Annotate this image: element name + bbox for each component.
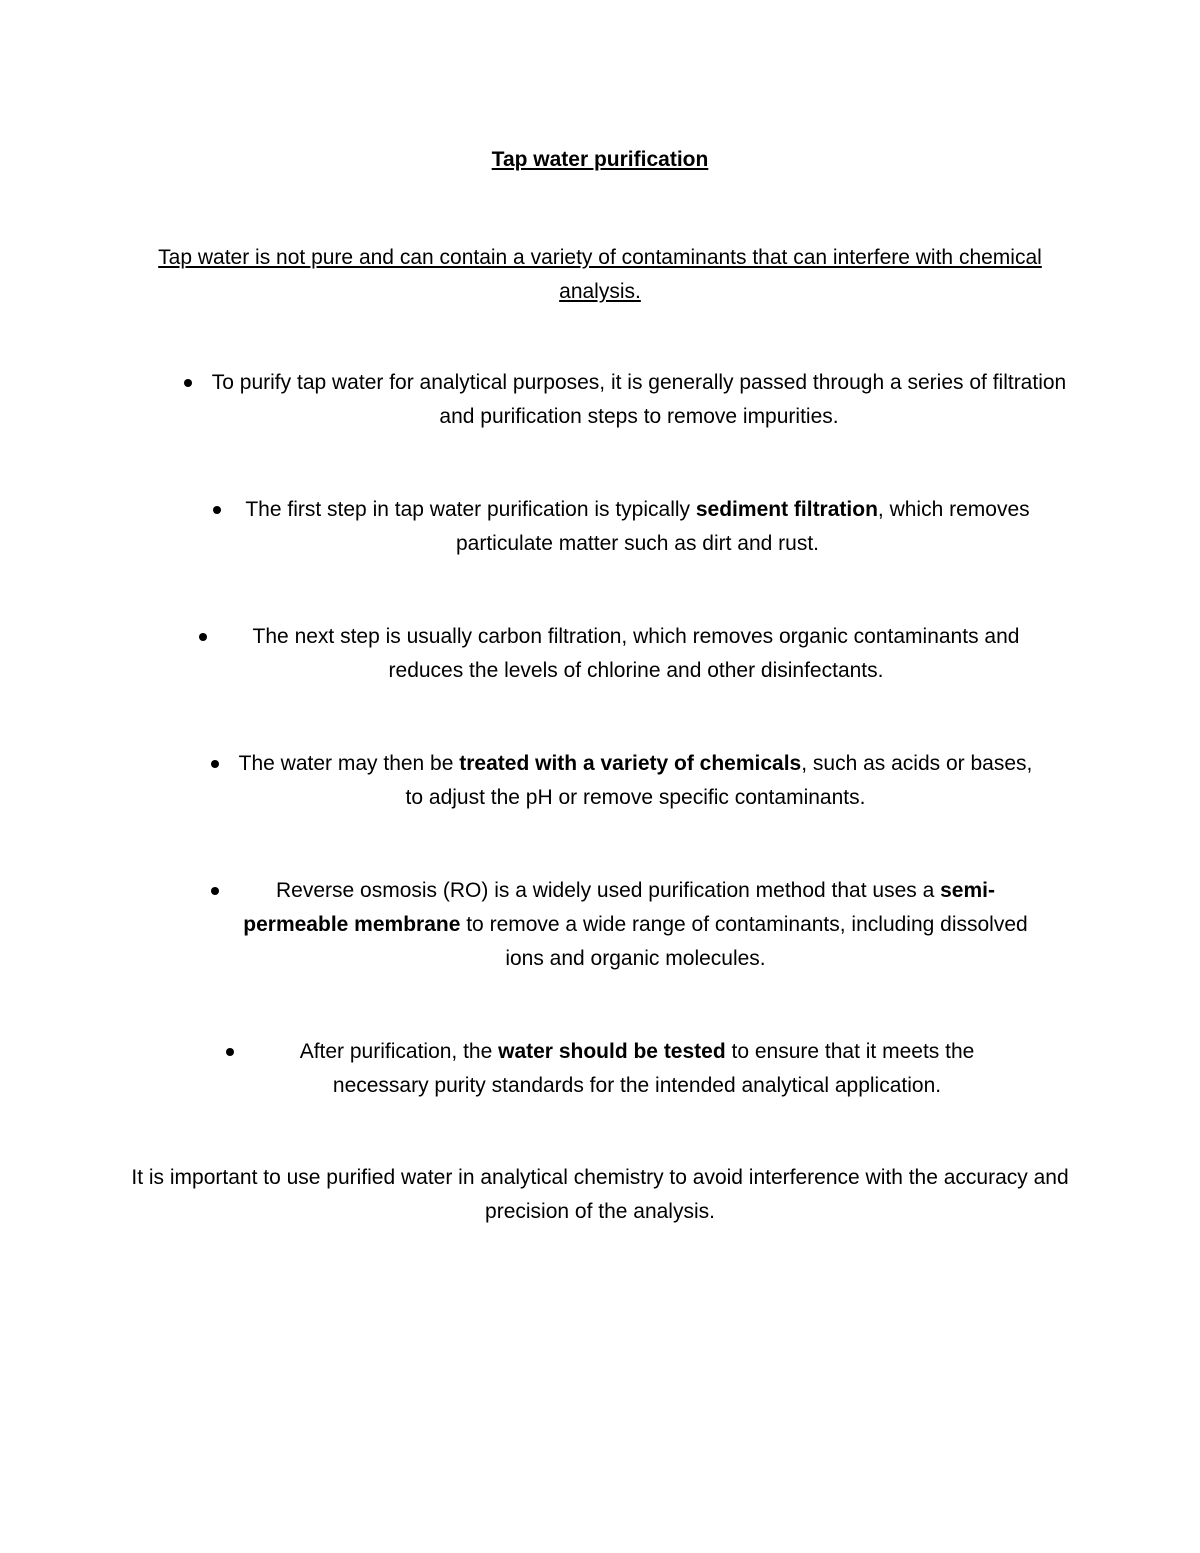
bullet-item	[252, 1035, 1022, 1103]
bullet-item	[208, 366, 1070, 434]
bullet-text	[243, 879, 1027, 970]
text-segment: , which removes particulate matter such as dirt and rust.	[456, 498, 1030, 555]
text-segment: To purify tap water for analytical purposes, it is generally passed through a series of filtration and purification steps to remove impurities.	[211, 371, 1067, 428]
text-segment: Reverse osmosis (RO) is a widely used purification method that uses a	[276, 879, 941, 902]
text-segment: to remove a wide range of contaminants, including dissolved ions and organic molecules.	[460, 913, 1028, 970]
intro-paragraph: Tap water is not pure and can contain a variety of contaminants that can interfere with chemical analysis.	[158, 246, 1042, 303]
bullet-icon	[211, 760, 219, 768]
bold-phrase: water should be tested	[498, 1040, 726, 1063]
text-segment: The first step in tap water purification is typically	[245, 498, 696, 521]
bullet-icon	[211, 887, 219, 895]
bullet-text	[300, 1040, 975, 1097]
bullet-icon	[184, 379, 192, 387]
conclusion-paragraph: It is important to use purified water in analytical chemistry to avoid interference with the accuracy and precision of the analysis.	[131, 1166, 1069, 1223]
bullet-text	[245, 498, 1029, 555]
bold-phrase: semi-permeable membrane	[243, 879, 995, 936]
document-title: Tap water purification	[491, 148, 709, 171]
bullet-icon	[226, 1048, 234, 1056]
bold-phrase: sediment filtration	[695, 498, 878, 521]
bold-phrase: treated with a variety of chemicals	[459, 752, 802, 775]
bullet-item	[238, 874, 1033, 976]
bullet-text	[239, 752, 1033, 809]
text-segment: to ensure that it meets the necessary purity standards for the intended analytical application.	[332, 1040, 975, 1097]
text-segment: The next step is usually carbon filtration, which removes organic contaminants and reduces the levels of chlorine and other disinfectants.	[252, 625, 1020, 682]
bullet-text	[212, 371, 1066, 428]
bullet-item	[226, 620, 1046, 688]
bullet-item	[238, 747, 1033, 815]
bullet-text	[253, 625, 1020, 682]
bullet-icon	[199, 633, 207, 641]
text-segment: , such as acids or bases, to adjust the pH or remove specific contaminants.	[405, 752, 1033, 809]
text-segment: After purification, the	[299, 1040, 499, 1063]
bullet-icon	[213, 506, 221, 514]
text-segment: The water may then be	[238, 752, 460, 775]
bullet-item	[240, 493, 1035, 561]
